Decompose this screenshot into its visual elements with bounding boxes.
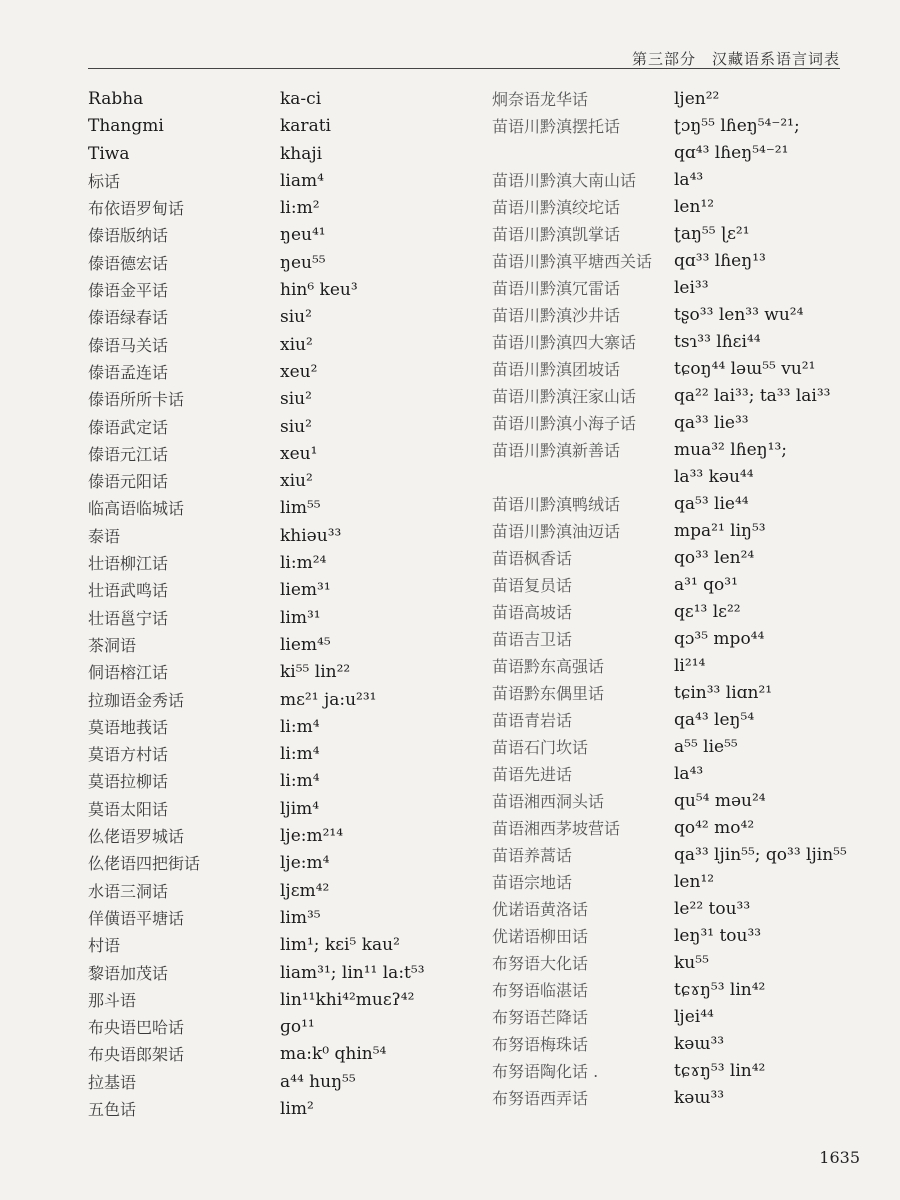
word-entry — [492, 950, 852, 977]
language-name: 水语三洞话 — [88, 881, 169, 901]
language-name: 苗语川黔滇大南山话 — [492, 171, 637, 190]
word-entry — [88, 905, 468, 932]
language-name: Tiwa — [88, 143, 130, 164]
language-name: 苗语川黔滇四大寨话 — [492, 333, 637, 352]
word-form: ŋeu⁴¹ — [280, 225, 326, 246]
language-name: 侗语榕江话 — [88, 663, 169, 683]
language-name: 苗语吉卫话 — [492, 630, 573, 649]
language-name: 苗语湘西洞头话 — [492, 792, 605, 811]
language-name: 傣语元江话 — [88, 444, 169, 464]
word-entry — [492, 599, 852, 626]
word-entry — [492, 788, 852, 815]
word-entry — [88, 468, 468, 495]
word-form: lim³⁵ — [280, 907, 321, 928]
word-entry — [88, 1041, 468, 1068]
word-entry — [492, 437, 852, 464]
header-title: 第三部分 汉藏语系语言词表 — [631, 50, 840, 68]
word-entry — [492, 491, 852, 518]
word-entry — [492, 923, 852, 950]
word-entry — [88, 332, 468, 359]
word-form: karati — [280, 116, 331, 137]
word-form: a⁴⁴ huŋ⁵⁵ — [280, 1071, 356, 1092]
word-form: xiu² — [280, 334, 313, 355]
language-name: 苗语高坡话 — [492, 603, 573, 622]
word-entry — [492, 545, 852, 572]
word-entry — [88, 714, 468, 741]
word-entry — [88, 741, 468, 768]
word-entry — [88, 495, 468, 522]
word-entry — [88, 932, 468, 959]
word-form: siu² — [280, 389, 312, 410]
word-entry — [88, 86, 468, 113]
word-entry — [492, 734, 852, 761]
language-name: 苗语川黔滇汪家山话 — [492, 387, 637, 406]
language-name: 苗语川黔滇油迈话 — [492, 522, 621, 541]
language-name: 临高语临城话 — [88, 499, 185, 519]
word-entry — [492, 518, 852, 545]
word-form: tɕin³³ liɑn²¹ — [674, 683, 773, 703]
word-entry — [88, 195, 468, 222]
language-name: 莫语拉柳话 — [88, 772, 169, 792]
language-name: 那斗语 — [88, 990, 137, 1010]
word-form: ljen²² — [674, 89, 720, 109]
language-name: 佯僙语平塘话 — [88, 908, 185, 928]
word-entry — [492, 86, 852, 113]
word-entry — [492, 248, 852, 275]
word-form: liam³¹; lin¹¹ la:t⁵³ — [280, 962, 425, 983]
language-name: Rabha — [88, 89, 144, 109]
language-name: 壮语柳江话 — [88, 554, 169, 574]
word-form: la⁴³ — [674, 170, 704, 190]
language-name: 苗语先进话 — [492, 765, 573, 784]
language-name: 苗语枫香话 — [492, 549, 573, 568]
word-entry — [492, 680, 852, 707]
word-form: lin¹¹khi⁴²muɛʔ⁴² — [280, 989, 415, 1010]
word-entry — [492, 329, 852, 356]
word-entry — [88, 523, 468, 550]
word-form: a³¹ qo³¹ — [674, 575, 738, 595]
language-name: 布努语梅珠话 — [492, 1035, 589, 1054]
language-name: 苗语复员话 — [492, 576, 573, 595]
language-name: 苗语湘西茅坡营话 — [492, 819, 621, 838]
word-entry — [492, 842, 852, 869]
word-form: ki⁵⁵ lin²² — [280, 662, 351, 683]
word-form: la³³ kəu⁴⁴ — [674, 467, 754, 487]
word-entry — [88, 605, 468, 632]
word-entry — [492, 626, 852, 653]
language-name: 布央语郎架话 — [88, 1045, 185, 1065]
word-form: siu² — [280, 416, 312, 437]
word-form: qa³³ lie³³ — [674, 413, 749, 433]
word-form: ʈaŋ⁵⁵ ɭɛ²¹ — [674, 224, 750, 244]
word-form: lim² — [280, 1098, 314, 1119]
language-name: 苗语川黔滇沙井话 — [492, 306, 621, 325]
language-name: 莫语太阳话 — [88, 799, 169, 819]
language-name: 村语 — [88, 936, 121, 956]
word-form: ljɛm⁴² — [280, 880, 330, 901]
word-entry — [88, 222, 468, 249]
language-name: Thangmi — [88, 116, 164, 137]
word-form: ljei⁴⁴ — [674, 1007, 714, 1027]
word-form: qɛ¹³ lɛ²² — [674, 602, 741, 622]
language-name: 傣语孟连话 — [88, 362, 169, 382]
word-form: li²¹⁴ — [674, 656, 706, 676]
language-name: 黎语加茂话 — [88, 963, 169, 983]
word-form: lje:m²¹⁴ — [280, 826, 344, 847]
language-name: 拉基语 — [88, 1072, 137, 1092]
language-name: 傣语武定话 — [88, 417, 169, 437]
word-form: li:m⁴ — [280, 744, 320, 765]
word-entry — [492, 383, 852, 410]
word-form: li:m²⁴ — [280, 553, 327, 574]
word-form: qɑ³³ lɦeŋ¹³ — [674, 251, 766, 271]
word-form: la⁴³ — [674, 764, 704, 784]
language-name: 布努语芒降话 — [492, 1008, 589, 1027]
word-form: liem³¹ — [280, 580, 331, 601]
word-form: le²² tou³³ — [674, 899, 751, 919]
word-form: lje:m⁴ — [280, 853, 330, 874]
page-number: 1635 — [819, 1148, 860, 1167]
language-name: 布努语临湛话 — [492, 981, 589, 1000]
word-form: khiəu³³ — [280, 525, 342, 546]
word-entry — [492, 1031, 852, 1058]
word-entry — [88, 577, 468, 604]
language-name: 苗语川黔滇凯掌话 — [492, 225, 621, 244]
word-entry — [492, 761, 852, 788]
language-name: 壮语武鸣话 — [88, 581, 169, 601]
word-form: xeu² — [280, 361, 318, 382]
word-entry — [88, 359, 468, 386]
language-name: 傣语版纳话 — [88, 226, 169, 246]
language-name: 仫佬语四把街话 — [88, 854, 201, 874]
word-entry — [492, 140, 852, 167]
word-form: lim⁵⁵ — [280, 498, 321, 519]
language-name: 优诺语黄洛话 — [492, 900, 589, 919]
word-entry — [492, 275, 852, 302]
word-entry — [88, 687, 468, 714]
word-entry — [88, 1014, 468, 1041]
language-name: 炯奈语龙华话 — [492, 90, 589, 109]
language-name: 苗语川黔滇小海子话 — [492, 414, 637, 433]
word-entry — [88, 1069, 468, 1096]
word-form: ljim⁴ — [280, 798, 320, 819]
word-form: ka-ci — [280, 89, 322, 109]
word-entry — [88, 414, 468, 441]
word-form: leŋ³¹ tou³³ — [674, 926, 762, 946]
language-name: 布努语西弄话 — [492, 1089, 589, 1108]
word-entry — [88, 113, 468, 140]
language-name: 苗语川黔滇冗雷话 — [492, 279, 621, 298]
word-entry — [88, 550, 468, 577]
word-entry — [492, 815, 852, 842]
word-entry — [88, 878, 468, 905]
language-name: 苗语宗地话 — [492, 873, 573, 892]
language-name: 布央语巴哈话 — [88, 1018, 185, 1038]
word-form: ma:k⁰ qhin⁵⁴ — [280, 1044, 387, 1065]
language-name: 傣语德宏话 — [88, 253, 169, 273]
language-name: 布努语陶化话 . — [492, 1062, 599, 1081]
word-form: len¹² — [674, 872, 715, 892]
word-entry — [88, 1096, 468, 1123]
word-entry — [492, 869, 852, 896]
language-name: 泰语 — [88, 526, 121, 546]
language-name: 傣语马关话 — [88, 335, 169, 355]
word-entry — [492, 113, 852, 140]
language-name: 拉珈语金秀话 — [88, 690, 185, 710]
word-entry — [492, 977, 852, 1004]
word-entry — [88, 960, 468, 987]
language-name: 苗语川黔滇平塘西关话 — [492, 252, 653, 271]
word-entry — [492, 1058, 852, 1085]
language-name: 苗语黔东偶里话 — [492, 684, 605, 703]
word-entry — [88, 796, 468, 823]
language-name: 傣语金平话 — [88, 281, 169, 301]
word-form: qo³³ len²⁴ — [674, 548, 755, 568]
word-form: qa³³ ljin⁵⁵; qo³³ ljin⁵⁵ — [674, 845, 847, 865]
word-form: tɕɤŋ⁵³ lin⁴² — [674, 980, 766, 1000]
word-form: len¹² — [674, 197, 715, 217]
word-form: qa⁴³ leŋ⁵⁴ — [674, 710, 755, 730]
word-form: qɑ⁴³ lɦeŋ⁵⁴⁻²¹ — [674, 143, 789, 163]
word-entry — [88, 386, 468, 413]
word-form: lim³¹ — [280, 607, 321, 628]
word-form: mpa²¹ liŋ⁵³ — [674, 521, 766, 541]
word-form: tʂo³³ len³³ wu²⁴ — [674, 305, 804, 325]
language-name: 傣语绿春话 — [88, 308, 169, 328]
word-entry — [88, 168, 468, 195]
word-entry — [88, 850, 468, 877]
word-entry — [492, 356, 852, 383]
word-form: qɔ³⁵ mpo⁴⁴ — [674, 629, 765, 649]
word-form: qa⁵³ lie⁴⁴ — [674, 494, 749, 514]
word-form: liem⁴⁵ — [280, 634, 331, 655]
language-name: 苗语养蒿话 — [492, 846, 573, 865]
right-column — [492, 86, 852, 1112]
language-name: 布努语大化话 — [492, 954, 589, 973]
word-form: a⁵⁵ lie⁵⁵ — [674, 737, 738, 757]
word-entry — [492, 1004, 852, 1031]
word-entry — [88, 987, 468, 1014]
language-name: 傣语所所卡话 — [88, 390, 185, 410]
word-entry — [492, 653, 852, 680]
language-name: 苗语川黔滇绞坨话 — [492, 198, 621, 217]
word-entry — [492, 896, 852, 923]
word-form: li:m⁴ — [280, 716, 320, 737]
language-name: 五色话 — [88, 1099, 137, 1119]
word-form: qo⁴² mo⁴² — [674, 818, 755, 838]
word-entry — [88, 250, 468, 277]
word-form: xiu² — [280, 471, 313, 492]
word-form: siu² — [280, 307, 312, 328]
header-rule — [88, 68, 840, 69]
language-name: 苗语石门坎话 — [492, 738, 589, 757]
word-entry — [88, 768, 468, 795]
word-form: hin⁶ keu³ — [280, 280, 358, 301]
language-name: 布依语罗甸话 — [88, 199, 185, 219]
word-form: xeu¹ — [280, 443, 318, 464]
language-name: 傣语元阳话 — [88, 472, 169, 492]
word-entry — [88, 659, 468, 686]
word-entry — [88, 632, 468, 659]
word-entry — [492, 221, 852, 248]
word-entry — [88, 141, 468, 168]
language-name: 仫佬语罗城话 — [88, 827, 185, 847]
word-form: ku⁵⁵ — [674, 953, 709, 973]
word-form: mɛ²¹ ja:u²³¹ — [280, 689, 377, 710]
word-form: qa²² lai³³; ta³³ lai³³ — [674, 386, 831, 406]
language-name: 苗语川黔滇摆托话 — [492, 117, 621, 136]
word-entry — [88, 277, 468, 304]
language-name: 苗语川黔滇团坡话 — [492, 360, 621, 379]
word-form: liam⁴ — [280, 170, 324, 191]
language-name: 苗语川黔滇鸭绒话 — [492, 495, 621, 514]
word-entry — [492, 302, 852, 329]
word-entry — [492, 1085, 852, 1112]
word-form: kəɯ³³ — [674, 1088, 725, 1108]
word-form: tɕoŋ⁴⁴ ləɯ⁵⁵ vu²¹ — [674, 359, 816, 379]
language-name: 莫语地莪话 — [88, 717, 169, 737]
word-entry — [492, 572, 852, 599]
word-entry — [492, 464, 852, 491]
language-name: 优诺语柳田话 — [492, 927, 589, 946]
word-entry — [492, 410, 852, 437]
language-name: 莫语方村话 — [88, 745, 169, 765]
word-entry — [492, 167, 852, 194]
word-entry — [88, 304, 468, 331]
running-header — [88, 44, 840, 70]
word-form: qu⁵⁴ məu²⁴ — [674, 791, 766, 811]
word-entry — [492, 707, 852, 734]
language-name: 标话 — [88, 171, 121, 191]
word-form: kəɯ³³ — [674, 1034, 725, 1054]
left-column — [88, 86, 468, 1123]
language-name: 苗语川黔滇新善话 — [492, 441, 621, 460]
language-name: 苗语黔东高强话 — [492, 657, 605, 676]
word-entry — [492, 194, 852, 221]
language-name: 壮语邕宁话 — [88, 608, 169, 628]
language-name: 茶洞语 — [88, 635, 137, 655]
word-form: lei³³ — [674, 278, 709, 298]
word-form: ŋeu⁵⁵ — [280, 252, 326, 273]
word-form: mua³² lɦeŋ¹³; — [674, 440, 787, 460]
word-form: ʈɔŋ⁵⁵ lɦeŋ⁵⁴⁻²¹; — [674, 116, 800, 136]
word-form: li:m⁴ — [280, 771, 320, 792]
word-form: tɕɤŋ⁵³ lin⁴² — [674, 1061, 766, 1081]
word-entry — [88, 823, 468, 850]
word-entry — [88, 441, 468, 468]
word-form: li:m² — [280, 198, 320, 219]
word-form: tsɿ³³ lɦɛi⁴⁴ — [674, 332, 761, 352]
word-form: ɡo¹¹ — [280, 1017, 315, 1038]
word-form: khaji — [280, 143, 323, 164]
language-name: 苗语青岩话 — [492, 711, 573, 730]
word-form: lim¹; kɛi⁵ kau² — [280, 935, 400, 956]
